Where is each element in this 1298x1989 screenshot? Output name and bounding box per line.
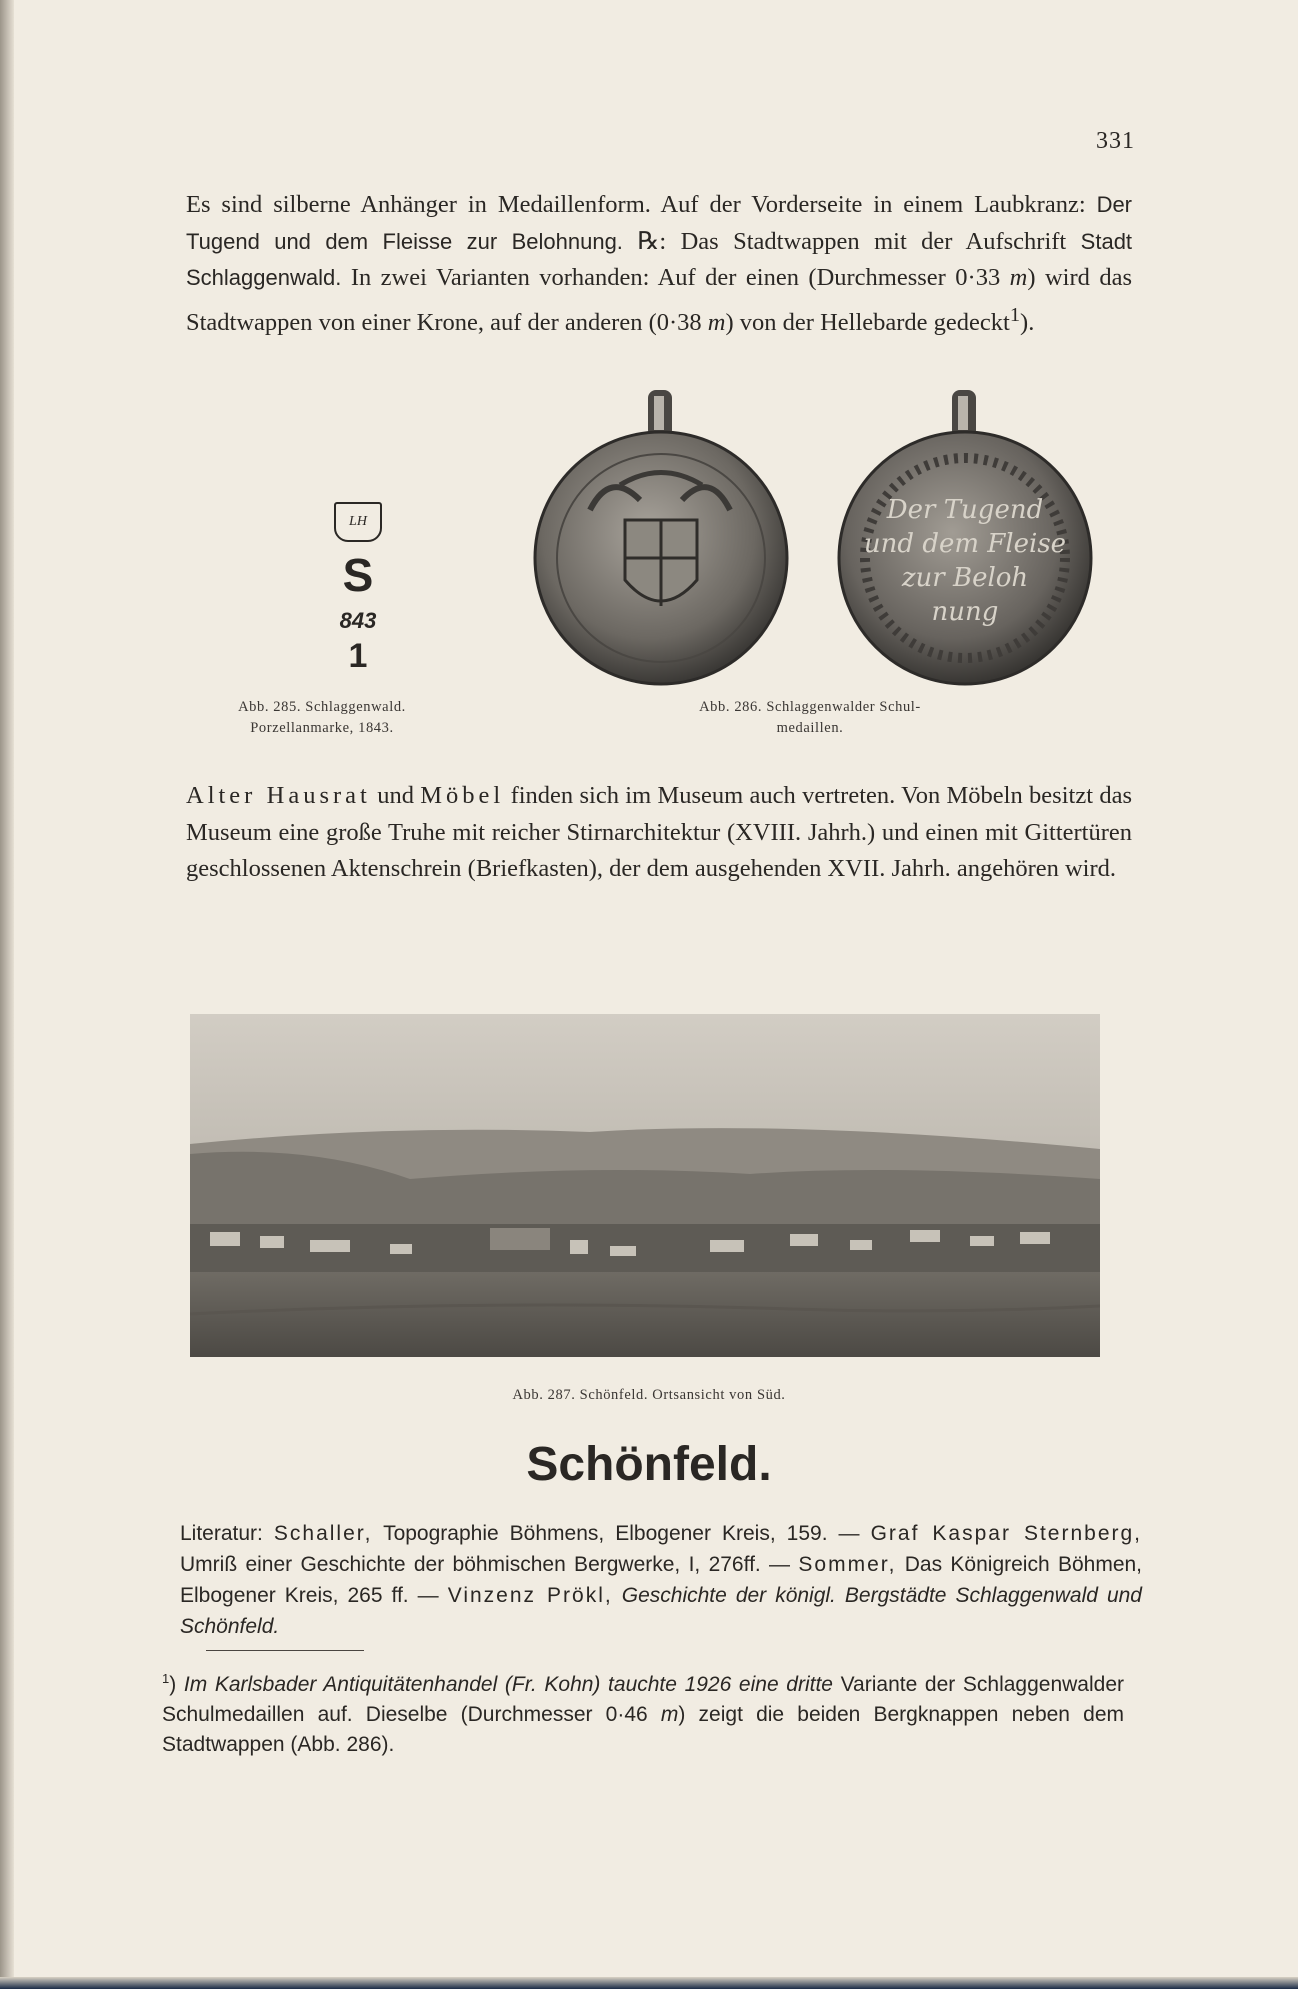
author-4: Vinzenz Prökl, xyxy=(447,1584,613,1607)
hausrat-text: finden sich im Museum auch vertreten. Von Möbeln besitzt das Museum eine große Truhe mit reicher Stirnarchitektur (XVIII. Jahrh.) und einen mit Gittertüren geschlossenen Aktenschrein (Briefkasten), der dem ausgehenden XVII. Jahrh. angehören wird. xyxy=(186,782,1132,882)
medal-line-3: zur Beloh xyxy=(901,563,1029,593)
medal-line-2: und dem Fleise xyxy=(863,529,1067,559)
footnote-text-3: ) zeigt die beiden Bergknappen neben dem Stadtwappen (Abb. 286). xyxy=(162,1703,1125,1756)
footnote: $^1$) Im Karlsbader Antiquitätenhandel (Fr. Kohn) tauchte 1926 eine dritte Variante der Schlaggenwalder Schulmedaillen auf. Dieselbe (Durchmesser 0·46 m) zeigt die beiden Bergknappen neben dem Stadtwappen (Abb. 286). xyxy=(162,1671,1125,1756)
section-title: Schönfeld. xyxy=(526,1438,772,1491)
page-bottom-edge xyxy=(0,1977,1298,1989)
figure-286-caption xyxy=(620,697,1000,739)
inscription-back: Stadt Schlaggenwald. xyxy=(186,228,1133,290)
author-1: Schaller, xyxy=(273,1522,373,1545)
footnote-marker: 1 xyxy=(162,1671,170,1686)
inscription-front: Der Tugend und dem Fleisse zur Belohnung. xyxy=(186,192,1133,254)
footnote-ref: 1 xyxy=(1009,303,1021,326)
literature-paragraph xyxy=(180,1518,1142,1642)
medal-inscription-image xyxy=(834,390,1096,690)
figure-287-caption: Abb. 287. Schönfeld. Ortsansicht von Süd. xyxy=(512,1387,786,1403)
hausrat-spaced-1: Alter Hausrat xyxy=(186,782,371,809)
intro-text-2: Das Stadtwappen mit der Aufschrift xyxy=(680,227,1067,255)
footnote-divider xyxy=(206,1650,364,1651)
intro-text-5: ) von der Hellebarde gedeckt xyxy=(725,308,1010,336)
literature-text-1: Topographie Böhmens, Elbogener Kreis, 159. — xyxy=(383,1522,860,1545)
mark-shield-icon: LH xyxy=(334,502,382,542)
mark-bottom: 1 xyxy=(348,637,368,675)
footnote-unit: m xyxy=(660,1703,679,1726)
medal-line-1: Der Tugend xyxy=(886,495,1044,525)
porcelain-mark xyxy=(318,502,398,674)
intro-text-4: ) wird das Stadtwappen von einer Krone, auf der anderen (0·38 xyxy=(186,264,1133,336)
intro-text-3: In zwei Varianten vorhanden: Auf der einen (Durchmesser 0·33 xyxy=(350,264,1001,291)
author-3: Sommer, xyxy=(798,1553,897,1576)
hausrat-spaced-2: Möbel xyxy=(420,782,505,809)
intro-text-6: ). xyxy=(1020,308,1035,336)
figure-286-caption-line-1: Abb. 286. Schlaggenwalder Schul- xyxy=(699,699,921,715)
medal-line-4: nung xyxy=(931,597,999,627)
figure-285-caption-line-2: Porzellanmarke, 1843. xyxy=(250,720,394,736)
literature-text-3: Das Königreich Böhmen, Elbogener Kreis, 265 ff. — xyxy=(180,1553,1143,1607)
unit-m-2: m xyxy=(707,308,726,336)
literature-label: Literatur: xyxy=(180,1522,263,1545)
footnote-text-1: Im Karlsbader Antiquitätenhandel (Fr. Kohn) tauchte 1926 eine dritte xyxy=(183,1673,833,1696)
intro-text-1: Es sind silberne Anhänger in Medaillenform. Auf der Vorderseite in einem Laubkranz: xyxy=(186,191,1086,218)
footnote-text-2: Variante der Schlaggenwalder Schulmedaillen auf. Dieselbe (Durchmesser 0·46 xyxy=(162,1673,1125,1726)
mark-letter: S xyxy=(342,549,374,601)
medal-coat-of-arms-image xyxy=(530,390,792,690)
figure-285-caption-line-1: Abb. 285. Schlaggenwald. xyxy=(238,699,406,715)
mark-number: 843 xyxy=(339,608,377,633)
figure-286-caption-line-2: medaillen. xyxy=(776,720,844,736)
literature-text-4: Geschichte der königl. Bergstädte Schlaggenwald und Schönfeld. xyxy=(180,1584,1142,1638)
page-edge-shadow xyxy=(0,0,14,1989)
reverse-symbol: ℞: xyxy=(637,227,667,255)
intro-paragraph xyxy=(186,187,1132,341)
figure-285-caption xyxy=(172,697,472,739)
unit-m: m xyxy=(1009,264,1028,291)
page-number: 331 xyxy=(1096,128,1135,154)
hausrat-word: und xyxy=(377,782,414,809)
author-2: Graf Kaspar Sternberg, xyxy=(870,1522,1143,1545)
hausrat-paragraph xyxy=(186,778,1132,888)
literature-text-2: Umriß einer Geschichte der böhmischen Bergwerke, I, 276ff. — xyxy=(180,1553,791,1576)
village-panorama-photo xyxy=(190,1014,1100,1357)
